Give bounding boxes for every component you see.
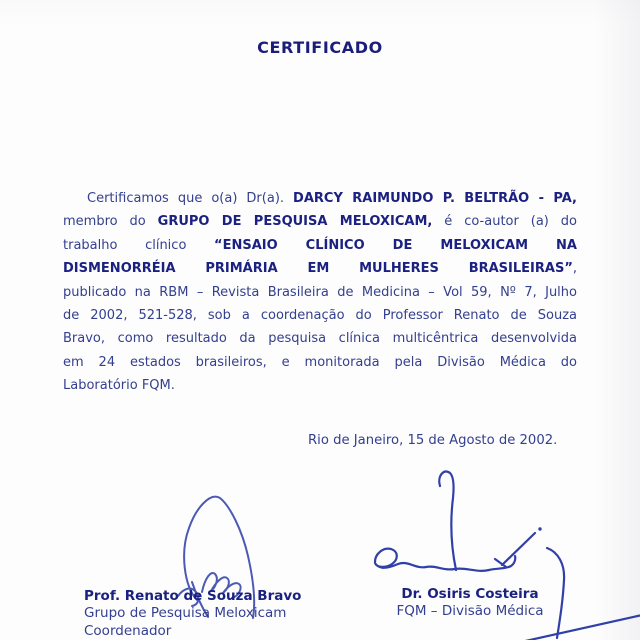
date-line: Rio de Janeiro, 15 de Agosto de 2002.: [308, 433, 558, 448]
body-line: [63, 374, 577, 397]
body-text-segment-bold: DISMENORRÉIA PRIMÁRIA EM MULHERES BRASILEIRAS”: [63, 261, 573, 277]
certificate-body: [63, 187, 577, 398]
body-line: [63, 327, 577, 350]
signatory-left: [84, 588, 301, 640]
body-text-segment: Certificamos que o(a) Dr(a).: [87, 191, 294, 206]
body-text-segment: Bravo, como resultado da pesquisa clínica multicêntrica desenvolvida: [63, 331, 577, 347]
body-text-segment: de 2002, 521-528, sob a coordenação do Professor Renato de Souza: [63, 308, 577, 324]
certificate-title: CERTIFICADO: [257, 38, 383, 57]
body-text-segment: membro do: [63, 214, 158, 230]
body-line: [63, 257, 577, 280]
body-text-segment: trabalho clínico: [63, 237, 215, 253]
body-line: [63, 210, 577, 233]
body-text-segment-bold: GRUPO DE PESQUISA MELOXICAM,: [157, 214, 433, 230]
signatory-left-name: Prof. Renato de Souza Bravo: [84, 588, 302, 604]
body-text-segment-bold: DARCY RAIMUNDO P. BELTRÃO - PA,: [293, 191, 577, 206]
signatory-right-org: FQM – Divisão Médica: [396, 603, 544, 620]
body-text-segment: ,: [572, 261, 577, 277]
signatory-right-name: Dr. Osiris Costeira: [401, 586, 539, 602]
body-text-segment: é co-autor (a) do: [432, 214, 578, 230]
body-line: [63, 304, 577, 327]
signatory-left-org: Grupo de Pesquisa Meloxicam: [84, 605, 287, 622]
signatory-left-role: Coordenador: [84, 622, 172, 639]
body-text-segment: publicado na RBM – Revista Brasileira de Medicina – Vol 59, Nº 7, Julho: [63, 284, 577, 300]
body-text-segment-bold: “ENSAIO CLÍNICO DE MELOXICAM NA: [214, 237, 577, 253]
body-text-segment: em 24 estados brasileiros, e monitorada pela Divisão Médica do: [63, 354, 577, 370]
body-text-segment: Laboratório FQM.: [63, 378, 175, 394]
signatory-right: [388, 586, 552, 621]
body-line: [63, 281, 577, 304]
body-line: [63, 187, 577, 210]
body-line: [63, 351, 577, 374]
body-line: [63, 234, 577, 257]
